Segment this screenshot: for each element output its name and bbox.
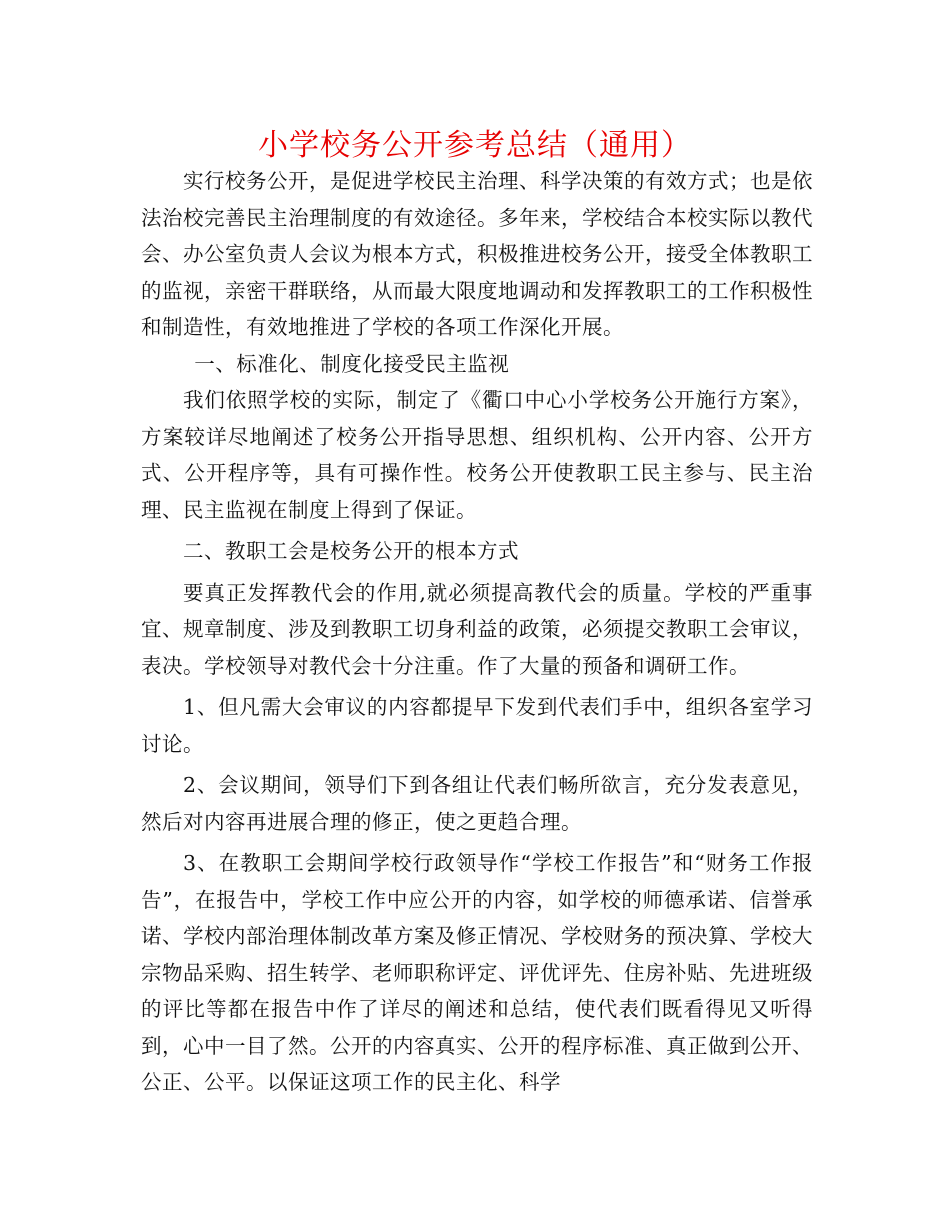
list-item-2: 2、会议期间，领导们下到各组让代表们畅所欲言，充分发表意见，然后对内容再进展合理的修正，使之更趋合理。 (141, 773, 813, 834)
section-2-paragraph: 要真正发挥教代会的作用,就必须提高教代会的质量。学校的严重事宜、规章制度、涉及到教职工切身利益的政策，必须提交教职工会审议，表决。学校领导对教代会十分注重。作了大量的预备和调研工作。 (141, 580, 813, 678)
list-item-1: 1、但凡需大会审议的内容都提早下发到代表们手中，组织各室学习讨论。 (141, 695, 813, 756)
section-heading-2: 二、教职工会是校务公开的根本方式 (183, 539, 520, 563)
list-item-3: 3、在教职工会期间学校行政领导作“学校工作报告”和“财务工作报告”，在报告中，学校工作中应公开的内容，如学校的师德承诺、信誉承诺、学校内部治理体制改革方案及修正情况、学校财务的预决算、学校大宗物品采购、招生转学、老师职称评定、评优评先、住房补贴、先进班级的评比等都在报告中作了详尽的阐述和总结，使代表们既看得见又听得到，心中一目了然。公开的内容真实、公开的程序标准、真正做到公开、公正、公平。以保证这项工作的民主化、科学 (141, 851, 813, 1094)
document-title: 小学校务公开参考总结（通用） (258, 128, 692, 163)
intro-paragraph: 实行校务公开，是促进学校民主治理、科学决策的有效方式；也是依法治校完善民主治理制度的有效途径。多年来，学校结合本校实际以教代会、办公室负责人会议为根本方式，积极推进校务公开，接受全体教职工的监视，亲密干群联络，从而最大限度地调动和发挥教职工的工作积极性和制造性，有效地推进了学校的各项工作深化开展。 (141, 169, 814, 339)
section-heading-1: 一、标准化、制度化接受民主监视 (194, 351, 510, 376)
document-body (141, 163, 813, 1101)
section-1-paragraph: 我们依照学校的实际，制定了《衢口中心小学校务公开施行方案》，方案较详尽地阐述了校务公开指导思想、组织机构、公开内容、公开方式、公开程序等，具有可操作性。校务公开使教职工民主参与、民主治理、民主监视在制度上得到了保证。 (141, 388, 813, 522)
